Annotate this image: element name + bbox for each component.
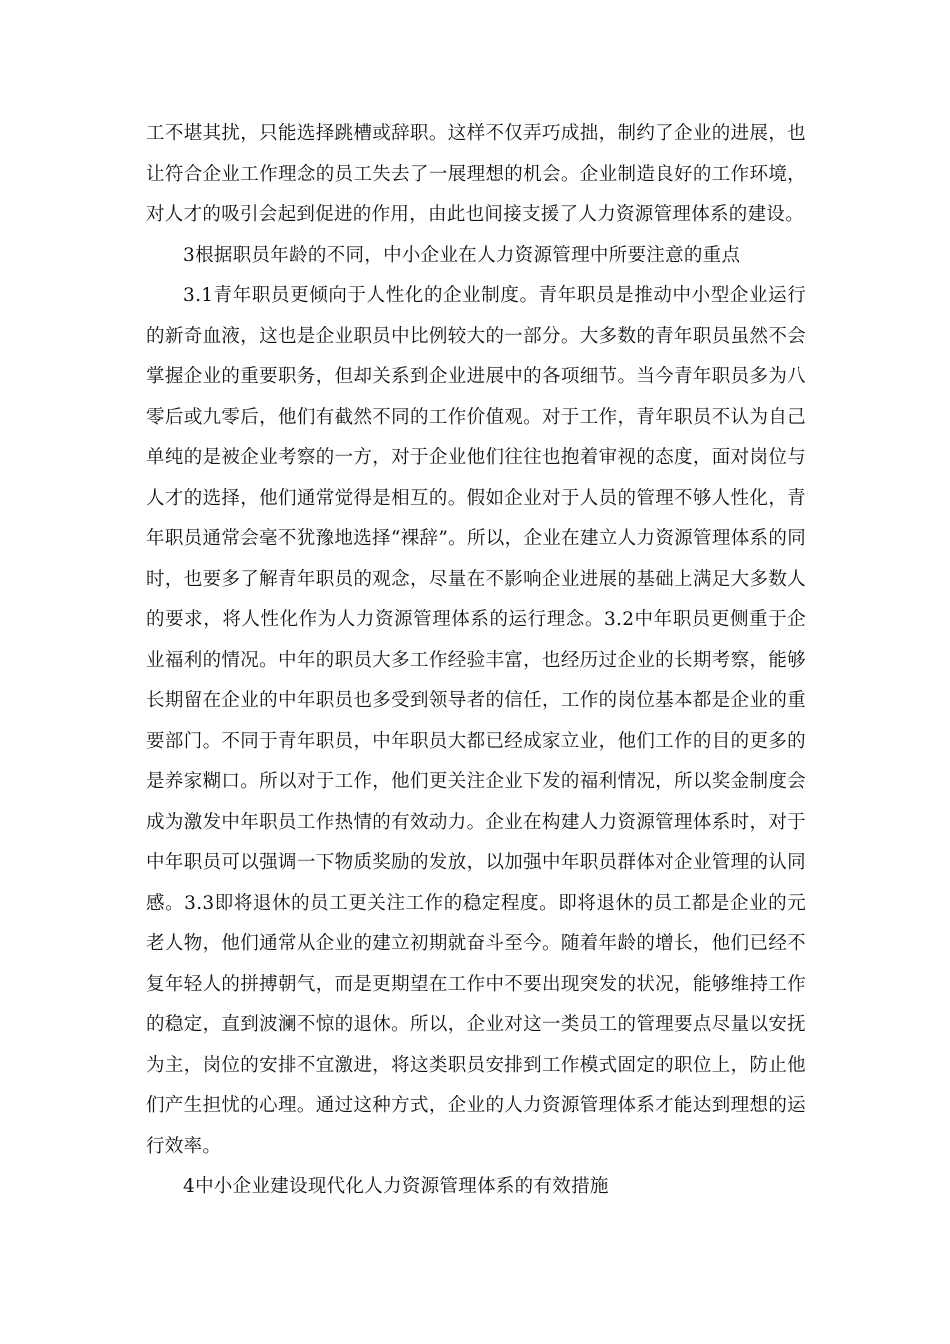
paragraph-section-3: 3.1青年职员更倾向于人性化的企业制度。青年职员是推动中小型企业运行的新奇血液，这也是企业职员中比例较大的一部分。大多数的青年职员虽然不会掌握企业的重要职务，但却关系到企业进展中的各项细节。当今青年职员多为八零后或九零后，他们有截然不同的工作价值观。对于工作，青年职员不认为自己单纯的是被企业考察的一方，对于企业他们往往也抱着审视的态度，面对岗位与人才的选择，他们通常觉得是相互的。假如企业对于人员的管理不够人性化，青年职员通常会毫不犹豫地选择“裸辞”。所以，企业在建立人力资源管理体系的同时，也要多了解青年职员的观念，尽量在不影响企业进展的基础上满足大多数人的要求，将人性化作为人力资源管理体系的运行理念。3.2中年职员更侧重于企业福利的情况。中年的职员大多工作经验丰富，也经历过企业的长期考察，能够长期留在企业的中年职员也多受到领导者的信任，工作的岗位基本都是企业的重要部门。不同于青年职员，中年职员大都已经成家立业，他们工作的目的更多的是养家糊口。所以对于工作，他们更关注企业下发的福利情况，所以奖金制度会成为激发中年职员工作热情的有效动力。企业在构建人力资源管理体系时，对于中年职员可以强调一下物质奖励的发放，以加强中年职员群体对企业管理的认同感。3.3即将退休的员工更关注工作的稳定程度。即将退休的员工都是企业的元老人物，他们通常从企业的建立初期就奋斗至今。随着年龄的增长，他们已经不复年轻人的拼搏朝气，而是更期望在工作中不要出现突发的状况，能够维持工作的稳定，直到波澜不惊的退休。所以，企业对这一类员工的管理要点尽量以安抚为主，岗位的安排不宜激进，将这类职员安排到工作模式固定的职位上，防止他们产生担忧的心理。通过这种方式，企业的人力资源管理体系才能达到理想的运行效率。 bbox=[146, 285, 806, 1157]
section-heading-4: 4中小企业建设现代化人力资源管理体系的有效措施 bbox=[183, 1176, 609, 1197]
section-heading-3: 3根据职员年龄的不同，中小企业在人力资源管理中所要注意的重点 bbox=[183, 244, 741, 266]
body-text bbox=[146, 114, 806, 1208]
paragraph-continuation: 工不堪其扰，只能选择跳槽或辞职。这样不仅弄巧成拙，制约了企业的进展，也让符合企业工作理念的员工失去了一展理想的机会。企业制造良好的工作环境，对人才的吸引会起到促进的作用，由此也间接支援了人力资源管理体系的建设。 bbox=[146, 123, 806, 225]
